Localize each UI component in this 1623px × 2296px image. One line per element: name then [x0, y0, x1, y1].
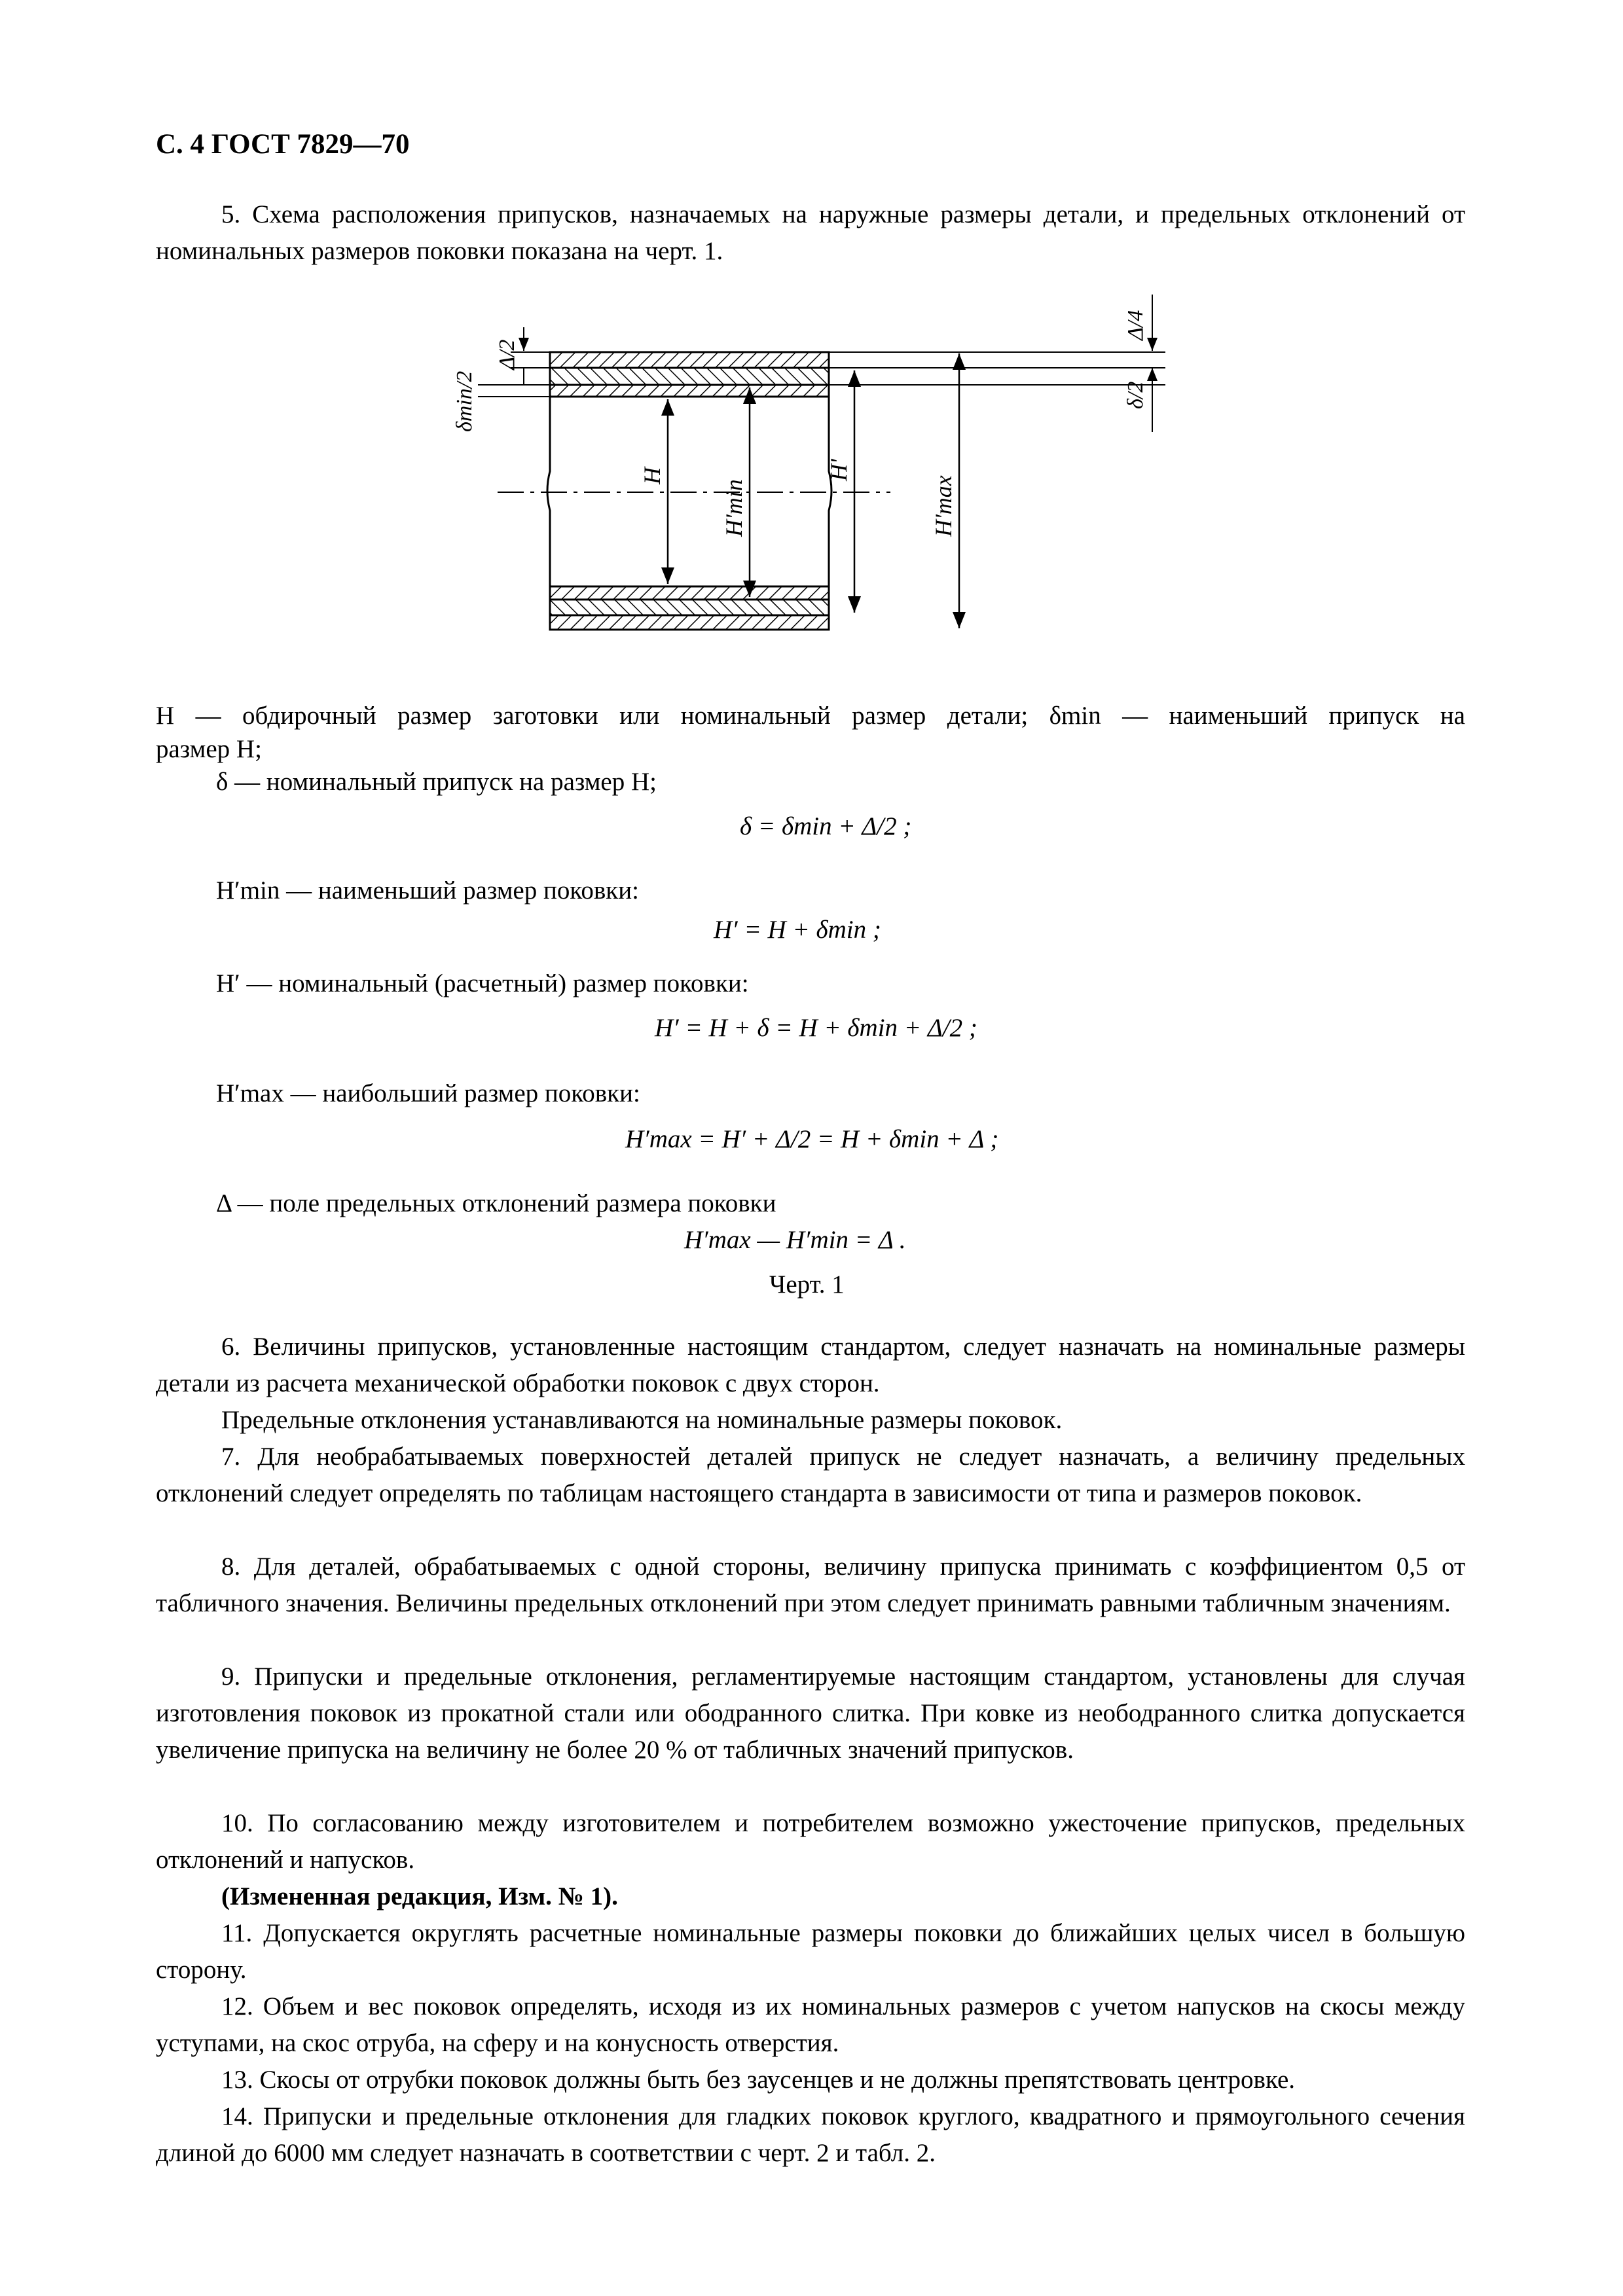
legend-Delta-def: Δ — поле предельных отклонений размера поковки	[216, 1189, 776, 1217]
label-delta-2: Δ/2	[495, 339, 519, 370]
legend-Hprime-def: H′ — номинальный (расчетный) размер поковки:	[216, 969, 749, 997]
paragraph-14: 14. Припуски и предельные отклонения для гладких поковок круглого, квадратного и прямоугольного сечения длиной до 6000 мм следует назначать в соответствии с черт. 2 и табл. 2.	[156, 2102, 1465, 2167]
top-layer-base	[550, 385, 829, 397]
paragraph-12: 12. Объем и вес поковок определять, исходя из их номинальных размеров с учетом напусков на скосы между уступами, на скос отруба, на сферу и на конусность отверстия.	[156, 1992, 1465, 2057]
paragraph-11: 11. Допускается округлять расчетные номинальные размеры поковки до ближайших целых чисел в большую сторону.	[156, 1919, 1465, 1984]
allowance-scheme-drawing	[393, 275, 1244, 655]
figure-caption: Черт. 1	[769, 1270, 845, 1299]
label-H-min: H'min	[721, 479, 747, 537]
bottom-layer-outer	[550, 615, 829, 630]
bottom-layer-inner	[550, 600, 829, 615]
legend-H-line2: размер H;	[156, 735, 262, 763]
label-d-2: δ/2	[1123, 381, 1148, 409]
label-H-prime: H'	[826, 459, 852, 481]
formula-3: H′ = H + δ = H + δmin + Δ/2 ;	[655, 1014, 977, 1042]
page-header: С. 4 ГОСТ 7829—70	[156, 129, 410, 160]
paragraph-9: 9. Припуски и предельные отклонения, регламентируемые настоящим стандартом, установлены для случая изготовления поковок из прокатной стали или ободранного слитка. При ковке из неободранного слитка допускается увеличение припуска на величину не более 20 % от табличных значений припусков.	[156, 1662, 1465, 1764]
paragraph-10: 10. По согласованию между изготовителем и потребителем возможно ужесточение припусков, предельных отклонений и напусков.	[156, 1809, 1465, 1874]
legend-Hmin-def: H′min — наименьший размер поковки:	[216, 876, 639, 905]
top-layer-outer	[550, 352, 829, 368]
paragraph-7: 7. Для необрабатываемых поверхностей деталей припуск не следует назначать, а величину предельных отклонений следует определять по таблицам настоящего стандарта в зависимости от типа и размеров поковок.	[156, 1443, 1465, 1507]
formula-5: H′max — H′min = Δ .	[684, 1226, 906, 1254]
formula-2: H′ = H + δmin ;	[714, 916, 881, 944]
bottom-layer-base	[550, 586, 829, 600]
label-delta-min-2: δmin/2	[452, 370, 477, 432]
paragraph-5: 5. Схема расположения припусков, назначаемых на наружные размеры детали, и предельных отклонений от номинальных размеров поковки показана на черт. 1.	[156, 200, 1465, 265]
legend-Hmax-def: H′max — наибольший размер поковки:	[216, 1079, 640, 1107]
paragraph-10-amendment: (Измененная редакция, Изм. № 1).	[221, 1882, 618, 1910]
formula-1: δ = δmin + Δ/2 ;	[740, 812, 912, 840]
label-delta-4: Δ/4	[1123, 310, 1148, 340]
label-H: H	[639, 467, 665, 484]
legend-H-line1: H — обдирочный размер заготовки или номинальный размер детали; δmin — наименьший припуск на	[156, 702, 1465, 730]
formula-4: H′max = H′ + Δ/2 = H + δmin + Δ ;	[625, 1125, 999, 1153]
label-H-max: H'max	[930, 475, 957, 537]
paragraph-13: 13. Скосы от отрубки поковок должны быть без заусенцев и не должны препятствовать центровке.	[221, 2066, 1295, 2094]
legend-delta-def: δ — номинальный припуск на размер H;	[216, 768, 657, 796]
paragraph-6: 6. Величины припусков, установленные настоящим стандартом, следует назначать на номинальные размеры детали из расчета механической обработки поковок с двух сторон.	[156, 1333, 1465, 1397]
paragraph-6b: Предельные отклонения устанавливаются на номинальные размеры поковок.	[221, 1406, 1063, 1434]
paragraph-8: 8. Для деталей, обрабатываемых с одной стороны, величину припуска принимать с коэффициентом 0,5 от табличного значения. Величины предельных отклонений при этом следует принимать равными табличным значениям.	[156, 1552, 1465, 1617]
top-layer-inner	[550, 368, 829, 385]
